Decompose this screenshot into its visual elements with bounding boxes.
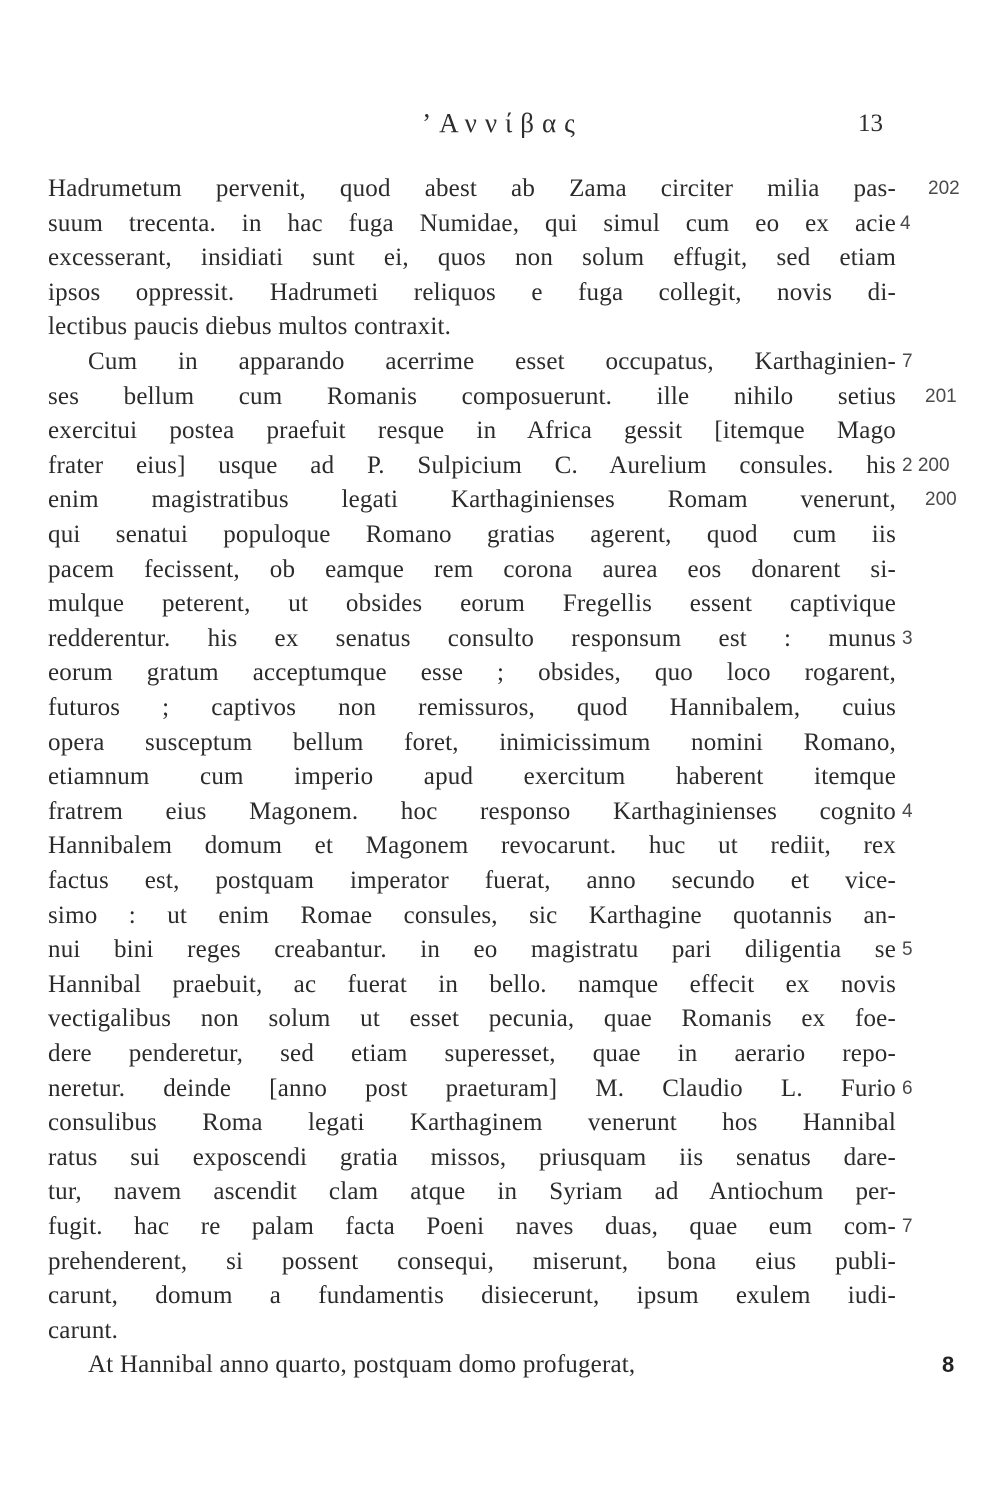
page-number: 13	[858, 110, 883, 137]
margin-number: 3	[902, 627, 913, 649]
text-line: exercitui postea praefuit resque in Africa gessit [itemque Mago	[48, 417, 896, 445]
text-line: dere penderetur, sed etiam superesset, quae in aerario repo-	[48, 1040, 896, 1067]
margin-number: 7	[902, 351, 913, 372]
text-line: neretur. deinde [anno post praeturam] M. Claudio L. Furio	[48, 1074, 896, 1102]
text-line: enim magistratibus legati Karthaginienses Romam venerunt,	[48, 486, 896, 514]
text-line: opera susceptum bellum foret, inimicissimum nomini Romano,	[48, 728, 896, 756]
text-line: redderentur. his ex senatus consulto responsum est : munus	[48, 624, 896, 652]
text-line: futuros ; captivos non remissuros, quod Hannibalem, cuius	[48, 694, 896, 721]
margin-number: 200	[925, 489, 957, 511]
text-line: Hannibalem domum et Magonem revocarunt. huc ut rediit, rex	[48, 832, 896, 860]
text-line: eorum gratum acceptumque esse ; obsides, quo loco rogarent,	[48, 659, 896, 687]
margin-number: 6	[902, 1077, 913, 1099]
text-line: factus est, postquam imperator fuerat, anno secundo et vice-	[48, 867, 896, 894]
text-line: tur, navem ascendit clam atque in Syriam ad Antiochum per-	[48, 1178, 896, 1206]
text-line: mulque peterent, ut obsides eorum Fregellis essent captivique	[48, 590, 896, 618]
margin-number: 201	[925, 385, 957, 407]
running-title: ’Αννίβας	[422, 108, 583, 138]
text-line: consulibus Roma legati Karthaginem venerunt hos Hannibal	[48, 1109, 896, 1137]
text-line: excesserant, insidiati sunt ei, quos non solum effugit, sed etiam	[48, 244, 896, 272]
text-line: Hannibal praebuit, ac fuerat in bello. namque effecit ex novis	[48, 970, 896, 998]
text-line: etiamnum cum imperio apud exercitum haberent itemque	[48, 763, 896, 791]
margin-number: 5	[902, 939, 913, 961]
text-line: ses bellum cum Romanis composuerunt. ille nihilo setius	[48, 382, 896, 410]
text-line: Cum in apparando acerrime esset occupatus, Karthaginien-	[88, 348, 896, 375]
margin-number: 4	[900, 212, 911, 234]
text-line: ratus sui exposcendi gratia missos, priusquam iis senatus dare-	[48, 1143, 896, 1171]
text-line: Hadrumetum pervenit, quod abest ab Zama circiter milia pas-	[48, 175, 896, 202]
text-line: qui senatui populoque Romano gratias agerent, quod cum iis	[48, 521, 896, 548]
text-line: fratrem eius Magonem. hoc responso Karthaginienses cognito	[48, 797, 896, 825]
text-line: fugit. hac re palam facta Poeni naves duas, quae eum com-	[48, 1213, 896, 1240]
text-line: prehenderent, si possent consequi, miserunt, bona eius publi-	[48, 1247, 896, 1275]
text-line: pacem fecissent, ob eamque rem corona aurea eos donarent si-	[48, 555, 896, 583]
text-line: lectibus paucis diebus multos contraxit.	[48, 313, 452, 341]
text-line: carunt.	[48, 1316, 119, 1344]
margin-number: 8	[942, 1352, 955, 1378]
text-line: simo : ut enim Romae consules, sic Karthagine quotannis an-	[48, 901, 896, 929]
margin-number: 202	[928, 178, 960, 199]
margin-number: 7	[902, 1216, 913, 1237]
text-line: ipsos oppressit. Hadrumeti reliquos e fuga collegit, novis di-	[48, 278, 896, 306]
margin-number: 2 200	[902, 454, 950, 476]
text-line: vectigalibus non solum ut esset pecunia, quae Romanis ex foe-	[48, 1005, 896, 1033]
margin-number: 4	[902, 800, 913, 822]
text-line: At Hannibal anno quarto, postquam domo profugerat,	[88, 1351, 636, 1379]
text-line: nui bini reges creabantur. in eo magistratu pari diligentia se	[48, 936, 896, 964]
text-line: frater eius] usque ad P. Sulpicium C. Aurelium consules. his	[48, 451, 896, 479]
text-line: suum trecenta. in hac fuga Numidae, qui simul cum eo ex acie	[48, 209, 896, 237]
text-line: carunt, domum a fundamentis disiecerunt, ipsum exulem iudi-	[48, 1282, 896, 1310]
